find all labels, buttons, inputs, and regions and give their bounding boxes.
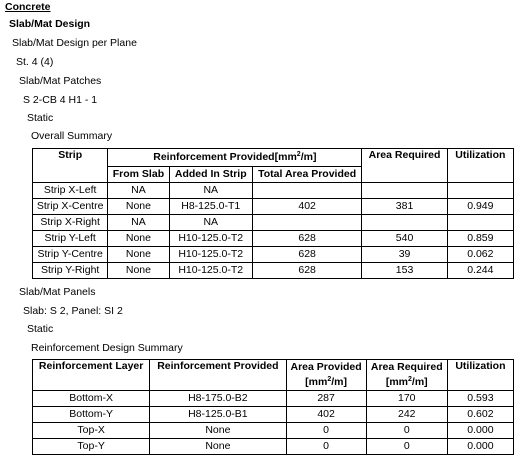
table-cell [252,215,361,231]
table-row [33,215,514,231]
th-area-provided-unit: $[mm^2/m]$ [286,375,366,391]
reinforcement-summary-table [32,359,514,455]
table-cell: 628 [252,263,361,279]
th-utilization: Utilization [447,149,513,183]
table-cell: 0.593 [447,391,513,407]
table-cell: 0.000 [447,423,513,439]
table-row [33,391,514,407]
heading-per-plane: Slab/Mat Design per Plane [12,37,137,49]
table-cell: 0.949 [447,199,513,215]
th-area-required: Area Required [362,149,447,183]
table-row [33,263,514,279]
table-cell: NA [169,183,252,199]
table-cell: 402 [286,407,366,423]
table-cell: 242 [366,407,447,423]
heading-static-2: Static [27,323,54,335]
table-cell: NA [169,215,252,231]
heading-static-1: Static [27,112,54,124]
table-cell: 153 [362,263,447,279]
table-cell: 39 [362,247,447,263]
table-row [33,423,514,439]
table-cell: Strip X-Left [33,183,108,199]
table-cell: NA [108,215,169,231]
th-utilization-2: Utilization [447,360,513,391]
table-row [33,247,514,263]
table-cell: 0.000 [447,439,513,455]
table-cell: 0.859 [447,231,513,247]
table-cell: H8-175.0-B2 [150,391,286,407]
table-cell: None [108,263,169,279]
th-area-required-2: Area Required [366,360,447,376]
heading-concrete: Concrete [5,1,51,13]
table-cell [447,183,513,199]
table-cell: 381 [362,199,447,215]
table-cell [362,215,447,231]
table-row [33,199,514,215]
th-added-in-strip: Added In Strip [169,167,252,183]
table-cell: H8-125.0-B1 [150,407,286,423]
table-cell: 628 [252,247,361,263]
table-cell: None [108,199,169,215]
heading-reinf-summary: Reinforcement Design Summary [31,342,183,354]
table-row [33,407,514,423]
th-from-slab: From Slab [108,167,169,183]
table-cell: None [108,231,169,247]
table-cell: H8-125.0-T1 [169,199,252,215]
table-cell: Top-X [33,423,150,439]
heading-patches: Slab/Mat Patches [19,75,102,87]
heading-panel-name: Slab: S 2, Panel: SI 2 [23,305,123,317]
table-cell [252,183,361,199]
table-cell: 170 [366,391,447,407]
table-cell: Bottom-Y [33,407,150,423]
table-cell: Top-Y [33,439,150,455]
table-cell [447,215,513,231]
table-cell: Bottom-X [33,391,150,407]
table-cell: 0 [286,439,366,455]
table-cell: 402 [252,199,361,215]
table-cell: Strip Y-Left [33,231,108,247]
heading-panels: Slab/Mat Panels [19,286,96,298]
table-row [33,231,514,247]
table-cell: Strip X-Right [33,215,108,231]
table-cell: 287 [286,391,366,407]
overall-summary-table [32,148,514,279]
th-strip: Strip [33,149,108,183]
heading-overall-summary: Overall Summary [31,130,113,142]
table-cell: 0 [366,423,447,439]
table-row [33,183,514,199]
th-area-provided: Area Provided [286,360,366,376]
th-area-required-unit: $[mm^2/m]$ [366,375,447,391]
heading-storey: St. 4 (4) [16,56,54,68]
table-cell: None [108,247,169,263]
table-cell: Strip Y-Centre [33,247,108,263]
table-cell: H10-125.0-T2 [169,263,252,279]
table-cell: NA [108,183,169,199]
th-provided: Reinforcement Provided [150,360,286,391]
table-cell: 0.062 [447,247,513,263]
table-row [33,439,514,455]
heading-slab-mat-design: Slab/Mat Design [9,18,91,30]
table-cell [362,183,447,199]
table-cell: 0 [286,423,366,439]
table-cell: H10-125.0-T2 [169,247,252,263]
th-layer: Reinforcement Layer [33,360,150,391]
table-cell: Strip Y-Right [33,263,108,279]
table-cell: None [150,423,286,439]
th-total-area: Total Area Provided [252,167,361,183]
table-cell: 0 [366,439,447,455]
table-cell: None [150,439,286,455]
table-cell: 628 [252,231,361,247]
table-cell: H10-125.0-T2 [169,231,252,247]
th-reinf-provided: Reinforcement $Provided[mm^2/m]$ [108,149,362,167]
table-cell: 0.244 [447,263,513,279]
table-cell: 0.602 [447,407,513,423]
table-cell: 540 [362,231,447,247]
table-cell: Strip X-Centre [33,199,108,215]
heading-patch-name: S 2-CB 4 H1 - 1 [23,94,98,106]
